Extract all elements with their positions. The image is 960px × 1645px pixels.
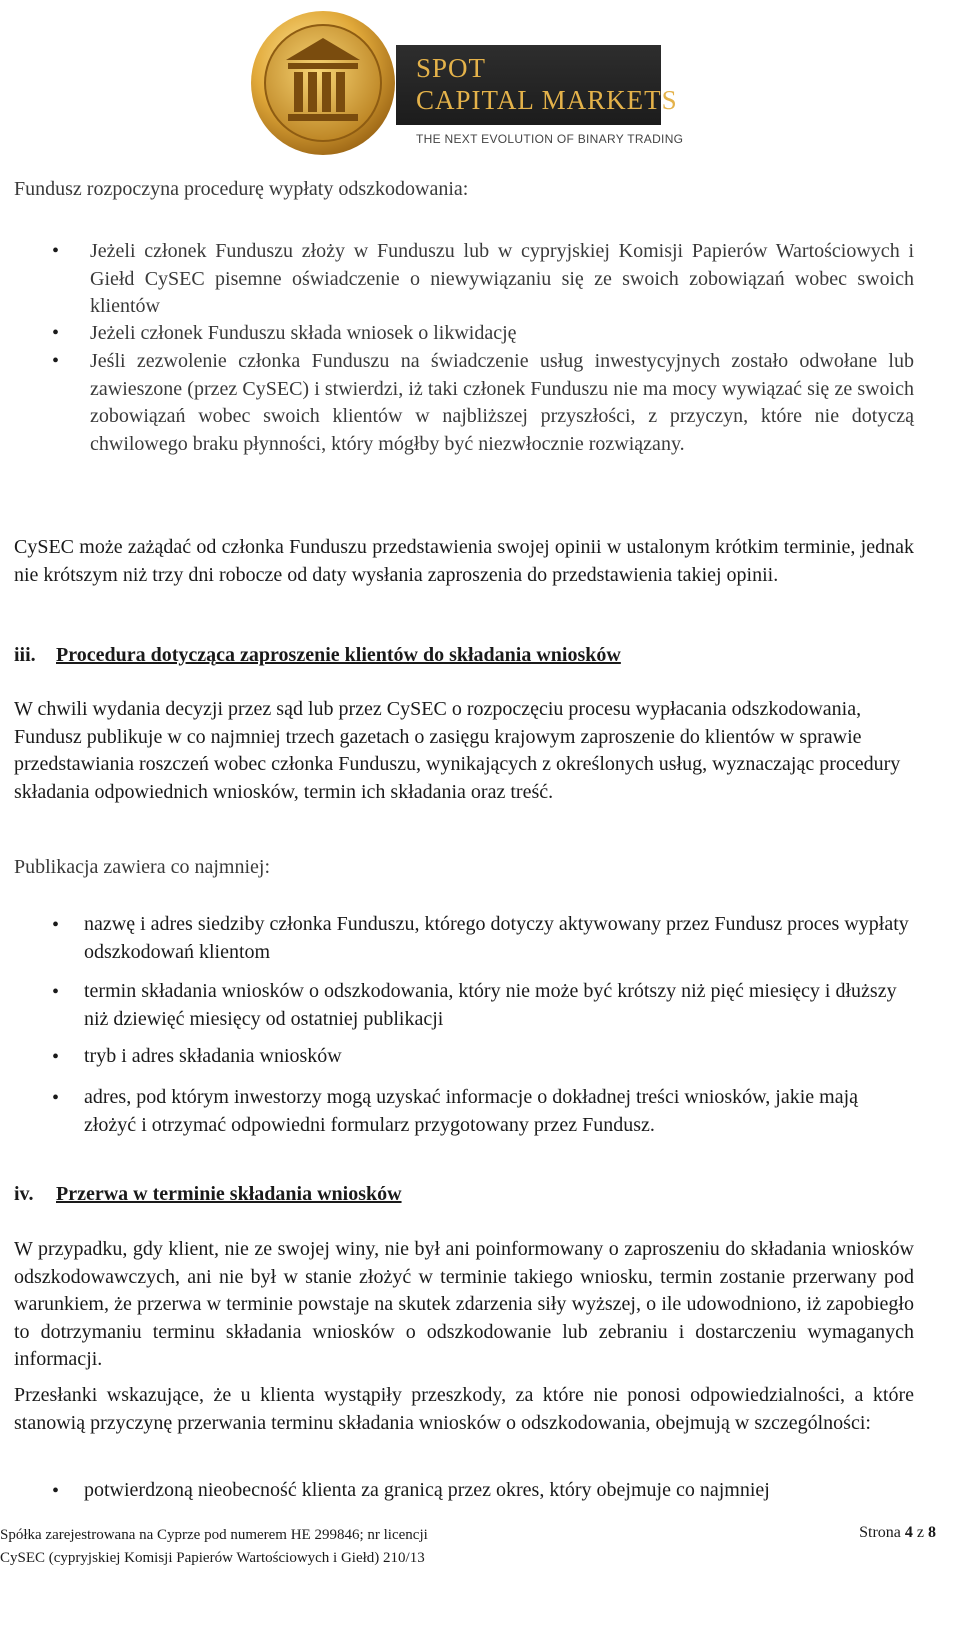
section-title: Przerwa w terminie składania wniosków	[56, 1183, 402, 1205]
footer-line-1: Spółka zarejestrowana na Cyprze pod numerem HE 299846; nr licencji	[0, 1527, 428, 1543]
list-item: tryb i adres składania wniosków	[84, 1045, 342, 1067]
list-item: nazwę i adres siedziby członka Funduszu, którego dotyczy aktywowany przez Fundusz proces wypłaty odszkodowań klientom	[84, 913, 909, 963]
bullet-icon: •	[52, 1087, 60, 1109]
section-iv-paragraph-1: W przypadku, gdy klient, nie ze swojej winy, nie był ani poinformowany o zaproszeniu do składania wniosków odszkodowawczych, ani nie był w stanie złożyć w terminie takiego wniosku, termin zostanie przerwany pod warunkiem, że przerwa w terminie powstaje na skutek zdarzenia siły wyższej, o ile udowodniono, iż zapobiegło to dotrzymaniu terminu składania wniosków o odszkodowanie lub zebraniu i dostarczeniu wymaganych informacji.	[14, 1238, 914, 1370]
bullet-icon: •	[52, 981, 60, 1003]
list-item: termin składania wniosków o odszkodowania, który nie może być krótszy niż pięć miesięcy i dłuższy niż dziewięć miesięcy od ostatniej publikacji	[84, 980, 897, 1030]
section-heading-iii	[14, 644, 621, 667]
bullet-icon: •	[52, 1046, 60, 1068]
list-item: potwierdzoną nieobecność klienta za granicą przez okres, który obejmuje co najmniej	[84, 1479, 770, 1501]
bullet-icon: •	[52, 350, 60, 372]
page-total: 8	[928, 1524, 936, 1541]
list-item: Jeżeli członek Funduszu złoży w Funduszu lub w cypryjskiej Komisji Papierów Wartościowych i Giełd CySEC pisemne oświadczenie o niewywiązaniu się ze swoich zobowiązań wobec swoich klientów	[90, 240, 914, 317]
bullet-icon: •	[52, 914, 60, 936]
bullet-icon: •	[52, 322, 60, 344]
logo-name-line2: CAPITAL MARKETS	[416, 85, 678, 115]
list-item: Jeśli zezwolenie członka Funduszu na świadczenie usług inwestycyjnych zostało odwołane lub zawieszone (przez CySEC) i stwierdzi, iż taki członek Funduszu nie ma mocy wywiązać się ze swoich zobowiązań wobec swoich klientów w najbliższej przyszłości, z przyczyn, które nie dotyczą chwilowego braku płynności, który mógłby być niezwłocznie rozwiązany.	[90, 350, 914, 455]
company-logo	[248, 8, 688, 153]
logo-tagline: THE NEXT EVOLUTION OF BINARY TRADING	[416, 132, 684, 146]
publication-intro: Publikacja zawiera co najmniej:	[14, 856, 271, 878]
section-number: iv.	[14, 1183, 34, 1205]
section-title: Procedura dotycząca zaproszenie klientów do składania wniosków	[56, 644, 621, 666]
bullet-icon: •	[52, 240, 60, 262]
page-separator: z	[916, 1524, 924, 1541]
logo-coin-icon	[248, 8, 398, 158]
cysec-paragraph: CySEC może zażądać od członka Funduszu przedstawienia swojej opinii w ustalonym krótkim terminie, jednak nie krótszym niż trzy dni robocze od daty wysłania zaproszenia do przedstawienia takiej opinii.	[14, 536, 914, 586]
page-label: Strona	[859, 1524, 901, 1541]
page-number	[859, 1524, 936, 1542]
section-iii-paragraph: W chwili wydania decyzji przez sąd lub przez CySEC o rozpoczęciu procesu wypłacania odszkodowania, Fundusz publikuje w co najmniej trzech gazetach o zasięgu krajowym zaproszenie do klientów w sprawie przedstawiania roszczeń wobec członka Funduszu, wynikających z określonych usług, wyznaczając procedury składania odpowiednich wniosków, termin ich składania oraz treść.	[14, 698, 901, 803]
list-item: adres, pod którym inwestorzy mogą uzyskać informacje o dokładnej treści wniosków, jakie mają złożyć i otrzymać odpowiedni formularz przygotowany przez Fundusz.	[84, 1086, 859, 1136]
footer-line-2: CySEC (cypryjskiej Komisji Papierów Wartościowych i Giełd) 210/13	[0, 1550, 425, 1566]
intro-text: Fundusz rozpoczyna procedurę wypłaty odszkodowania:	[14, 178, 469, 200]
logo-name-line1: SPOT	[416, 53, 487, 83]
list-item: Jeżeli członek Funduszu składa wniosek o likwidację	[90, 322, 517, 344]
section-iv-paragraph-2: Przesłanki wskazujące, że u klienta wystąpiły przeszkody, za które nie ponosi odpowiedzialności, a które stanowią przyczynę przerwania terminu składania wniosków o odszkodowania, obejmują w szczególności:	[14, 1384, 914, 1434]
section-number: iii.	[14, 644, 36, 666]
section-heading-iv	[14, 1183, 402, 1206]
page-current: 4	[904, 1524, 913, 1541]
bullet-icon: •	[52, 1480, 60, 1502]
